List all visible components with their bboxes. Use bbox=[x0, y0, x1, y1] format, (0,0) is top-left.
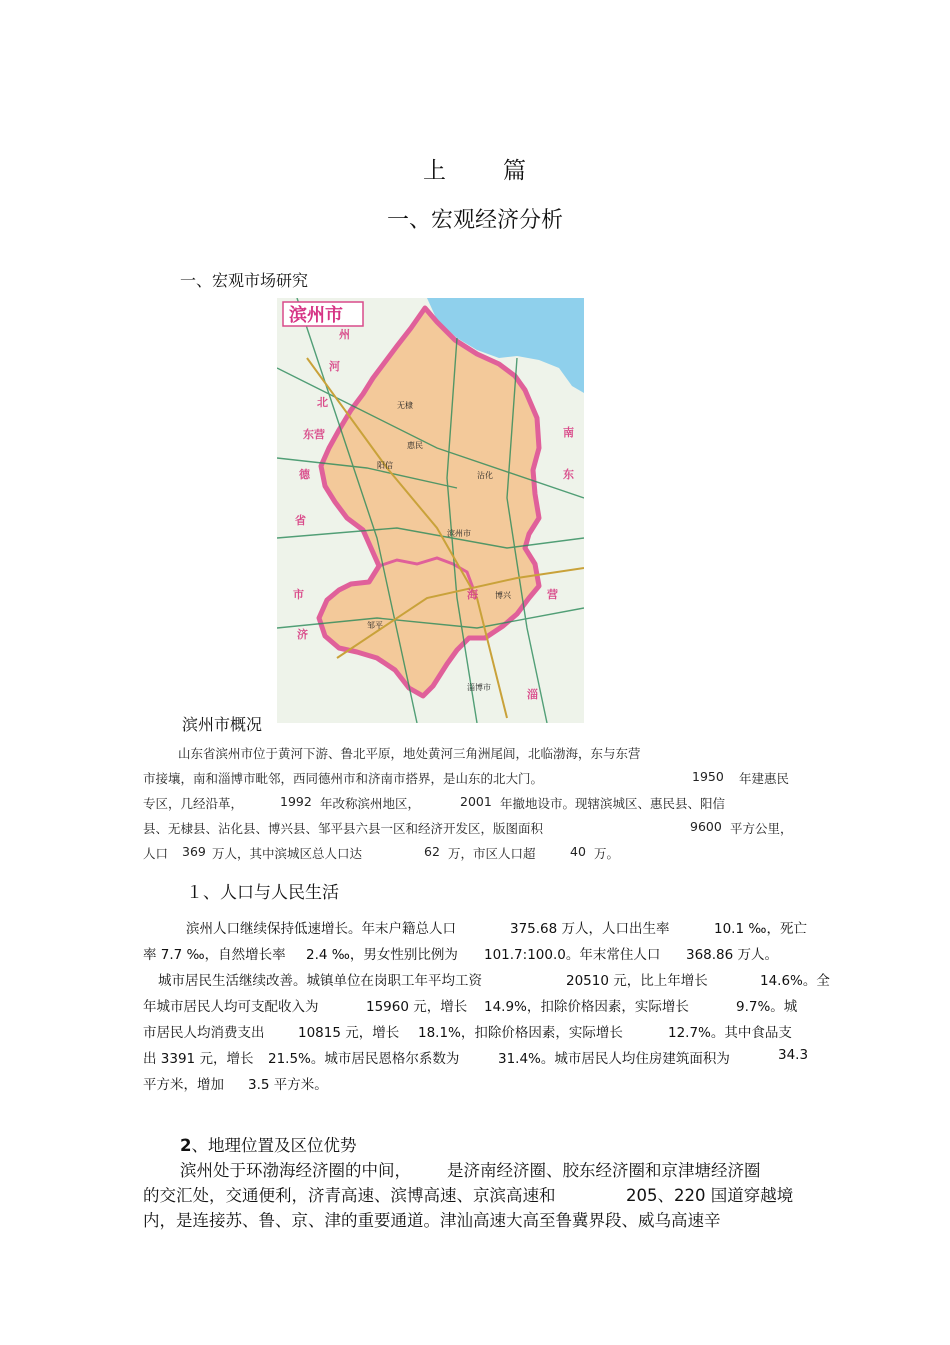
overview-line-1: 山东省滨州市位于黄河下游、鲁北平原，地处黄河三角洲尾闾，北临渤海，东与东营 bbox=[178, 746, 641, 761]
map-label: 州 bbox=[339, 328, 350, 341]
map-place: 阳信 bbox=[377, 461, 393, 470]
population-resident: 368.86 万人。 bbox=[686, 947, 779, 963]
geography-text: 滨州处于环渤海经济圈的中间， bbox=[180, 1161, 411, 1180]
map-label: 省 bbox=[295, 514, 306, 527]
overview-text: 平方公里， bbox=[730, 821, 793, 836]
geography-text: 是济南经济圈、胶东经济圈和京津塘经济圈 bbox=[447, 1161, 761, 1180]
map-place: 沾化 bbox=[477, 471, 493, 480]
income-text: 城市居民生活继续改善。城镇单位在岗职工年平均工资 bbox=[158, 973, 482, 989]
map-place: 无棣 bbox=[397, 401, 413, 410]
overview-binchengqu-population: 62 bbox=[424, 844, 440, 859]
map-place: 滨州市 bbox=[447, 529, 471, 538]
population-birth-rate: 10.1 ‰，死亡 bbox=[714, 921, 807, 937]
overview-line-2: 市接壤，南和淄博市毗邻，西同德州市和济南市搭界，是山东的北大门。 bbox=[143, 771, 544, 786]
income-wage-growth: 14.6%。全 bbox=[760, 973, 830, 989]
consumption-value: 10815 元，增长 bbox=[298, 1025, 400, 1041]
engel-coefficient: 21.5%。城市居民恩格尔系数为 bbox=[268, 1051, 460, 1067]
overview-text: 人口 bbox=[143, 846, 169, 861]
population-death-rate: 率 7.7 ‰，自然增长率 bbox=[143, 947, 286, 963]
overview-urban-population: 40 bbox=[570, 844, 586, 859]
map-label: 河 bbox=[329, 360, 340, 373]
part-title-char-1: 上 bbox=[423, 158, 447, 184]
part-title-char-2: 篇 bbox=[503, 158, 527, 184]
section-title-text: 、地理位置及区位优势 bbox=[191, 1136, 357, 1155]
income-real-growth: 9.7%。城 bbox=[736, 999, 798, 1015]
map-place: 博兴 bbox=[495, 591, 511, 600]
binzhou-map bbox=[277, 298, 584, 723]
overview-year-1992: 1992 bbox=[280, 794, 312, 809]
food-spending: 出 3391 元，增长 bbox=[143, 1051, 254, 1067]
map-label: 德 bbox=[299, 468, 310, 481]
section-title-geography bbox=[180, 1132, 356, 1156]
map-title: 滨州市 bbox=[289, 305, 343, 326]
geography-text: 205、220 国道穿越境 bbox=[626, 1186, 794, 1205]
population-text: 滨州人口继续保持低速增长。年末户籍总人口 bbox=[186, 921, 456, 937]
overview-text: 专区，几经沿革， bbox=[143, 796, 244, 811]
map-label: 济 bbox=[297, 628, 308, 641]
population-sex-ratio: 101.7:100.0。年末常住人口 bbox=[484, 947, 661, 963]
income-disposable-growth: 14.9%，扣除价格因素，实际增长 bbox=[484, 999, 689, 1015]
overview-year-1950: 1950 bbox=[692, 769, 724, 784]
map-caption: 滨州市概况 bbox=[182, 715, 263, 734]
consumption-text: 市居民人均消费支出 bbox=[143, 1025, 265, 1041]
part-title bbox=[0, 152, 950, 185]
income-wage: 20510 元，比上年增长 bbox=[566, 973, 708, 989]
housing-area-text: 31.4%。城市居民人均住房建筑面积为 bbox=[498, 1051, 730, 1067]
housing-increase: 3.5 平方米。 bbox=[248, 1077, 328, 1093]
geography-text: 内，是连接苏、鲁、京、津的重要通道。津汕高速大高至鲁冀界段、威乌高速辛 bbox=[143, 1211, 721, 1230]
geography-text: 的交汇处，交通便利，济青高速、滨博高速、京滨高速和 bbox=[143, 1186, 556, 1205]
consumption-real-growth: 12.7%。其中食品支 bbox=[668, 1025, 792, 1041]
map-label: 淄 bbox=[527, 688, 538, 701]
map-place: 惠民 bbox=[407, 441, 423, 450]
section-title-population: １、人口与人民生活 bbox=[186, 883, 339, 903]
consumption-growth: 18.1%，扣除价格因素，实际增长 bbox=[418, 1025, 623, 1041]
income-text: 年城市居民人均可支配收入为 bbox=[143, 999, 319, 1015]
overview-text: 年建惠民 bbox=[739, 771, 790, 786]
overview-text: 年撤地设市。现辖滨城区、惠民县、阳信 bbox=[500, 796, 726, 811]
overview-population: 369 bbox=[182, 844, 206, 859]
section-number: 2 bbox=[180, 1136, 192, 1155]
overview-text: 年改称滨州地区， bbox=[320, 796, 421, 811]
map-label: 北 bbox=[317, 396, 328, 409]
overview-text: 县、无棣县、沾化县、博兴县、邹平县六县一区和经济开发区，版图面积 bbox=[143, 821, 544, 836]
map-label: 营 bbox=[547, 588, 558, 601]
map-label: 市 bbox=[293, 588, 304, 601]
overview-text: 万。 bbox=[594, 846, 620, 861]
map-place: 邹平 bbox=[367, 621, 383, 630]
housing-text: 平方米，增加 bbox=[143, 1077, 224, 1093]
overview-text: 万，市区人口超 bbox=[448, 846, 536, 861]
overview-year-2001: 2001 bbox=[460, 794, 492, 809]
overview-area: 9600 bbox=[690, 819, 722, 834]
overview-text: 万人，其中滨城区总人口达 bbox=[212, 846, 363, 861]
income-disposable: 15960 元，增长 bbox=[366, 999, 468, 1015]
section-title-macro-market: 一、宏观市场研究 bbox=[180, 271, 309, 290]
map-label: 东 bbox=[563, 468, 574, 481]
population-growth-rate: 2.4 ‰，男女性别比例为 bbox=[306, 947, 458, 963]
map-label: 海 bbox=[467, 588, 478, 601]
housing-area: 34.3 bbox=[778, 1047, 809, 1063]
chapter-title: 一、宏观经济分析 bbox=[386, 208, 563, 233]
map-label: 东营 bbox=[303, 428, 325, 441]
map-label: 南 bbox=[563, 426, 574, 439]
map-place: 淄博市 bbox=[467, 683, 491, 692]
population-total: 375.68 万人，人口出生率 bbox=[510, 921, 670, 937]
